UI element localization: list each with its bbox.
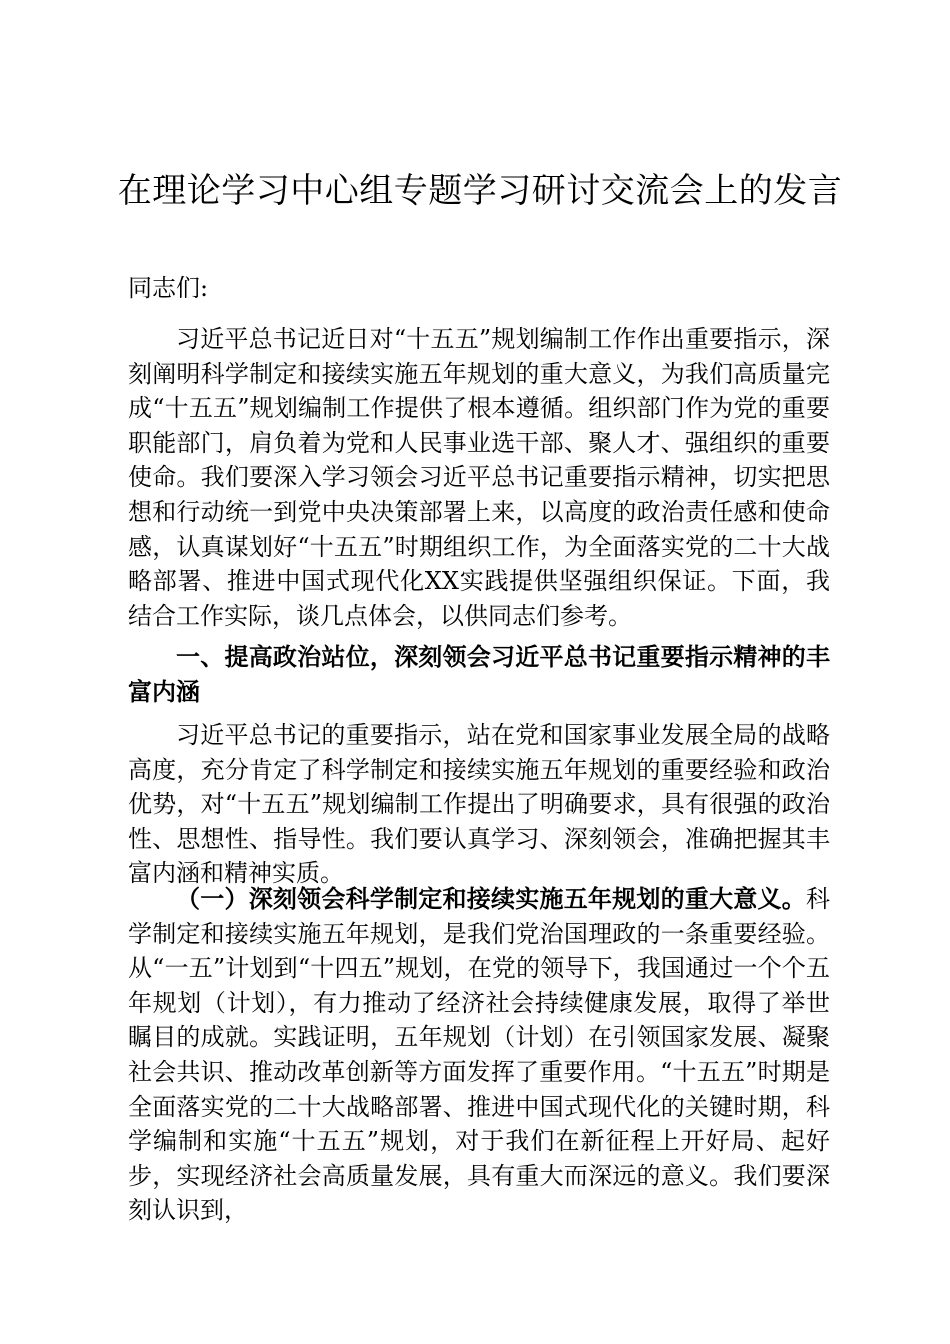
subsection-1-heading: （一）深刻领会科学制定和接续实施五年规划的重大意义。 — [176, 884, 806, 913]
greeting: 同志们: — [128, 274, 209, 302]
subsection-1-paragraph — [128, 882, 830, 1228]
document-title: 在理论学习中心组专题学习研讨交流会上的发言 — [117, 171, 843, 211]
intro-paragraph: 习近平总书记近日对“十五五”规划编制工作作出重要指示，深刻阐明科学制定和接续实施五年规划的重大意义，为我们高质量完成“十五五”规划编制工作提供了根本遵循。组织部门作为党的重要职能部门，肩负着为党和人民事业选干部、聚人才、强组织的重要使命。我们要深入学习领会习近平总书记重要指示精神，切实把思想和行动统一到党中央决策部署上来，以高度的政治责任感和使命感，认真谋划好“十五五”时期组织工作，为全面落实党的二十大战略部署、推进中国式现代化XX实践提供坚强组织保证。下面，我结合工作实际，谈几点体会，以供同志们参考。 — [128, 325, 830, 630]
subsection-1-body: 科学制定和接续实施五年规划，是我们党治国理政的一条重要经验。从“一五”计划到“十四五”规划，在党的领导下，我国通过一个个五年规划（计划），有力推动了经济社会持续健康发展，取得了举世瞩目的成就。实践证明，五年规划（计划）在引领国家发展、凝聚社会共识、推动改革创新等方面发挥了重要作用。“十五五”时期是全面落实党的二十大战略部署、推进中国式现代化的关键时期，科学编制和实施“十五五”规划，对于我们在新征程上开好局、起好步，实现经济社会高质量发展，具有重大而深远的意义。我们要深刻认识到， — [128, 885, 830, 1225]
section-1-paragraph: 习近平总书记的重要指示，站在党和国家事业发展全局的战略高度，充分肯定了科学制定和接续实施五年规划的重要经验和政治优势，对“十五五”规划编制工作提出了明确要求，具有很强的政治性、思想性、指导性。我们要认真学习、深刻领会，准确把握其丰富内涵和精神实质。 — [128, 721, 830, 888]
section-1-heading: 一、提高政治站位，深刻领会习近平总书记重要指示精神的丰富内涵 — [128, 642, 830, 706]
